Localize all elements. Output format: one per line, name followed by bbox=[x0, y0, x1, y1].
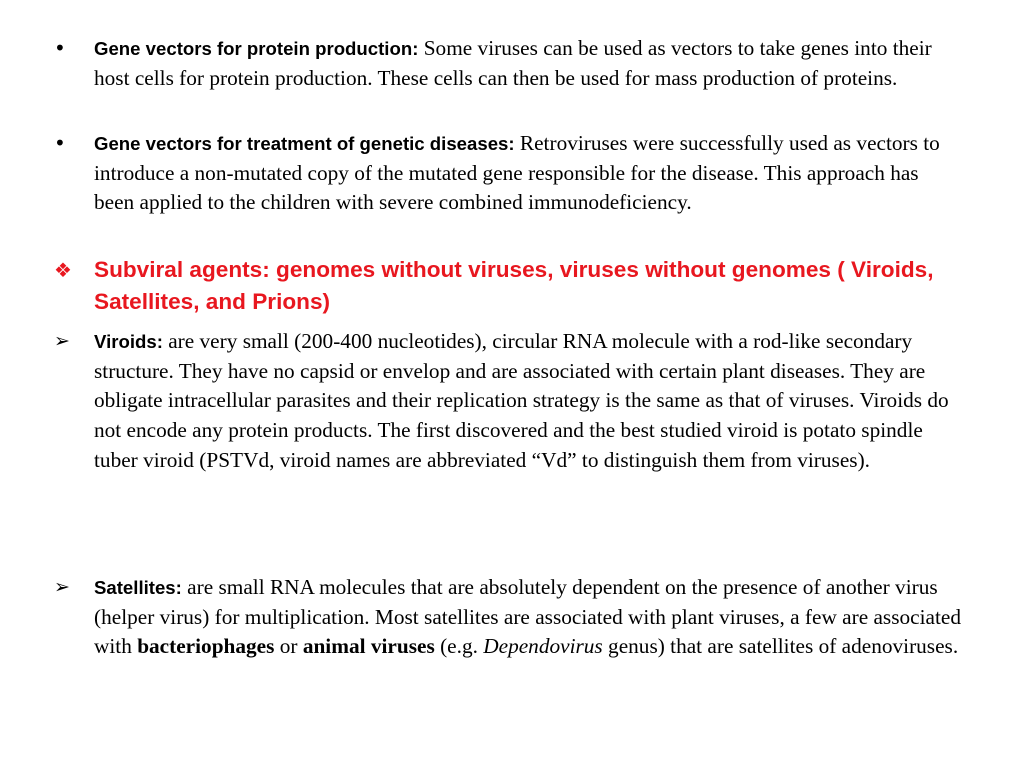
satellites-text-or: or bbox=[274, 634, 303, 659]
satellites-text-end: genus) that are satellites of adenoviruses. bbox=[602, 634, 959, 659]
viroids-item bbox=[94, 327, 964, 476]
bullet-dot-icon: • bbox=[54, 131, 66, 155]
genetic-diseases-item bbox=[94, 129, 964, 218]
protein-production-item bbox=[94, 34, 964, 93]
satellites-text-eg: (e.g. bbox=[434, 634, 484, 659]
viroids-text: are very small (200-400 nucleotides), circular RNA molecule with a rod-like secondary structure. They have no capsid or envelop and are associated with certain plant diseases. They are obligate intracellular parasites and their replication strategy is the same as that of viruses. Viroids do not encode any protein products. The first discovered and the best studied viroid is potato spindle tuber viroid (PSTVd, viroid names are abbreviated “Vd” to distinguish them from viruses). bbox=[94, 329, 949, 472]
protein-production-lead: Gene vectors for protein production: bbox=[94, 38, 419, 59]
animal-viruses-term: animal viruses bbox=[302, 634, 435, 659]
subviral-agents-heading: Subviral agents: genomes without viruses, viruses without genomes ( Viroids, Satellites, and Prions) bbox=[94, 257, 934, 314]
dependovirus-term: Dependovirus bbox=[483, 634, 603, 659]
genetic-diseases-text: Retroviruses were successfully used as vectors to introduce a non-mutated copy of the mutated gene responsible for the disease. This approach has been applied to the children with severe combined immunodeficiency. bbox=[94, 131, 940, 215]
satellites-lead: Satellites: bbox=[94, 577, 182, 598]
protein-production-text: Some viruses can be used as vectors to take genes into their host cells for protein production. These cells can then be used for mass production of proteins. bbox=[94, 36, 932, 90]
satellites-text: are small RNA molecules that are absolutely dependent on the presence of another virus (helper virus) for multiplication. Most satellites are associated with plant viruses, a few are associated with bbox=[94, 575, 961, 659]
bacteriophages-term: bacteriophages bbox=[137, 634, 275, 659]
bullet-dot-icon: • bbox=[54, 36, 66, 60]
viroids-lead: Viroids: bbox=[94, 331, 163, 352]
arrow-bullet-icon: ➢ bbox=[54, 576, 70, 598]
satellites-item bbox=[94, 573, 964, 662]
diamond-bullet-icon: ❖ bbox=[54, 258, 72, 282]
arrow-bullet-icon: ➢ bbox=[54, 330, 70, 352]
genetic-diseases-lead: Gene vectors for treatment of genetic diseases: bbox=[94, 133, 515, 154]
